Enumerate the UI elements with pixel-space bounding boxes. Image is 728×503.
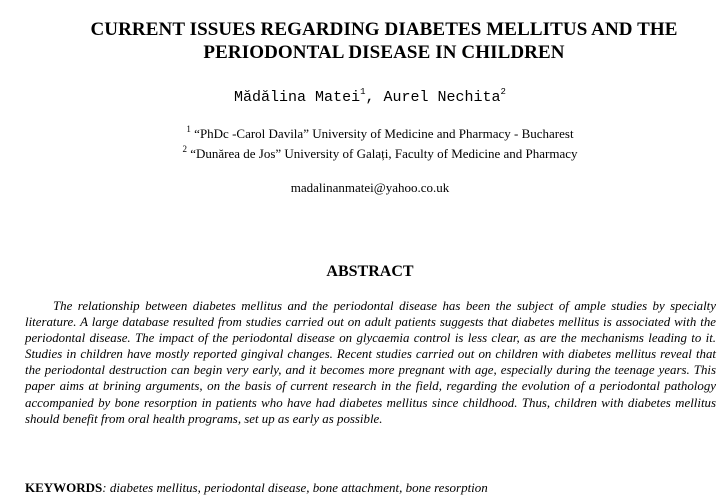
keywords-list: : diabetes mellitus, periodontal disease, bone attachment, bone resorption <box>102 480 488 495</box>
paper-title <box>40 18 728 64</box>
author-list <box>0 88 728 108</box>
abstract-body: The relationship between diabetes mellitus and the periodontal disease has been the subject of ample studies by specialty literature. A large database resulted from studies carried out on adult patients suggests that diabetes mellitus is associated with the periodontal disease. The impact of the periodontal disease on glycaemia control is less clear, as are the mechanisms leading to it. Studies in children have mostly reported gingival changes. Recent studies carried out on children with diabetes mellitus reveal that the periodontal destruction can begin very early, and it becomes more pregnant with age, especially during the teenage years. This paper aims at brining arguments, on the basis of current research in the field, regarding the evolution of a periodontal pathology accompanied by bone resorption in patients who have had diabetes mellitus since childhood. Thus, children with diabetes mellitus should benefit from oral health programs, set up as early as possible. <box>25 299 716 426</box>
abstract-heading: ABSTRACT <box>326 263 414 280</box>
affiliation-1 <box>0 123 728 142</box>
paper-title-line-1: CURRENT ISSUES REGARDING DIABETES MELLITUS AND THE <box>90 19 678 40</box>
affiliation-marker-2: 2 <box>182 143 187 154</box>
keywords-label: KEYWORDS <box>25 480 103 495</box>
author-affiliation-marker-2: 2 <box>500 87 506 97</box>
author-name-2: Aurel Nechita <box>383 89 501 106</box>
affiliation-marker-1: 1 <box>186 123 191 134</box>
author-separator: , <box>365 89 384 106</box>
author-name-1: Mădălina Matei <box>234 89 361 106</box>
affiliation-text-2: “Dunărea de Jos” University of Galați, Faculty of Medicine and Pharmacy <box>190 146 578 161</box>
keywords-line <box>25 480 725 496</box>
affiliation-2 <box>0 143 728 162</box>
author-affiliation-marker-1: 1 <box>360 87 366 97</box>
paper-title-line-2: PERIODONTAL DISEASE IN CHILDREN <box>203 42 565 63</box>
contact-email: madalinanmatei@yahoo.co.uk <box>290 180 450 195</box>
affiliation-text-1: “PhDc -Carol Davila” University of Medicine and Pharmacy - Bucharest <box>194 126 574 141</box>
